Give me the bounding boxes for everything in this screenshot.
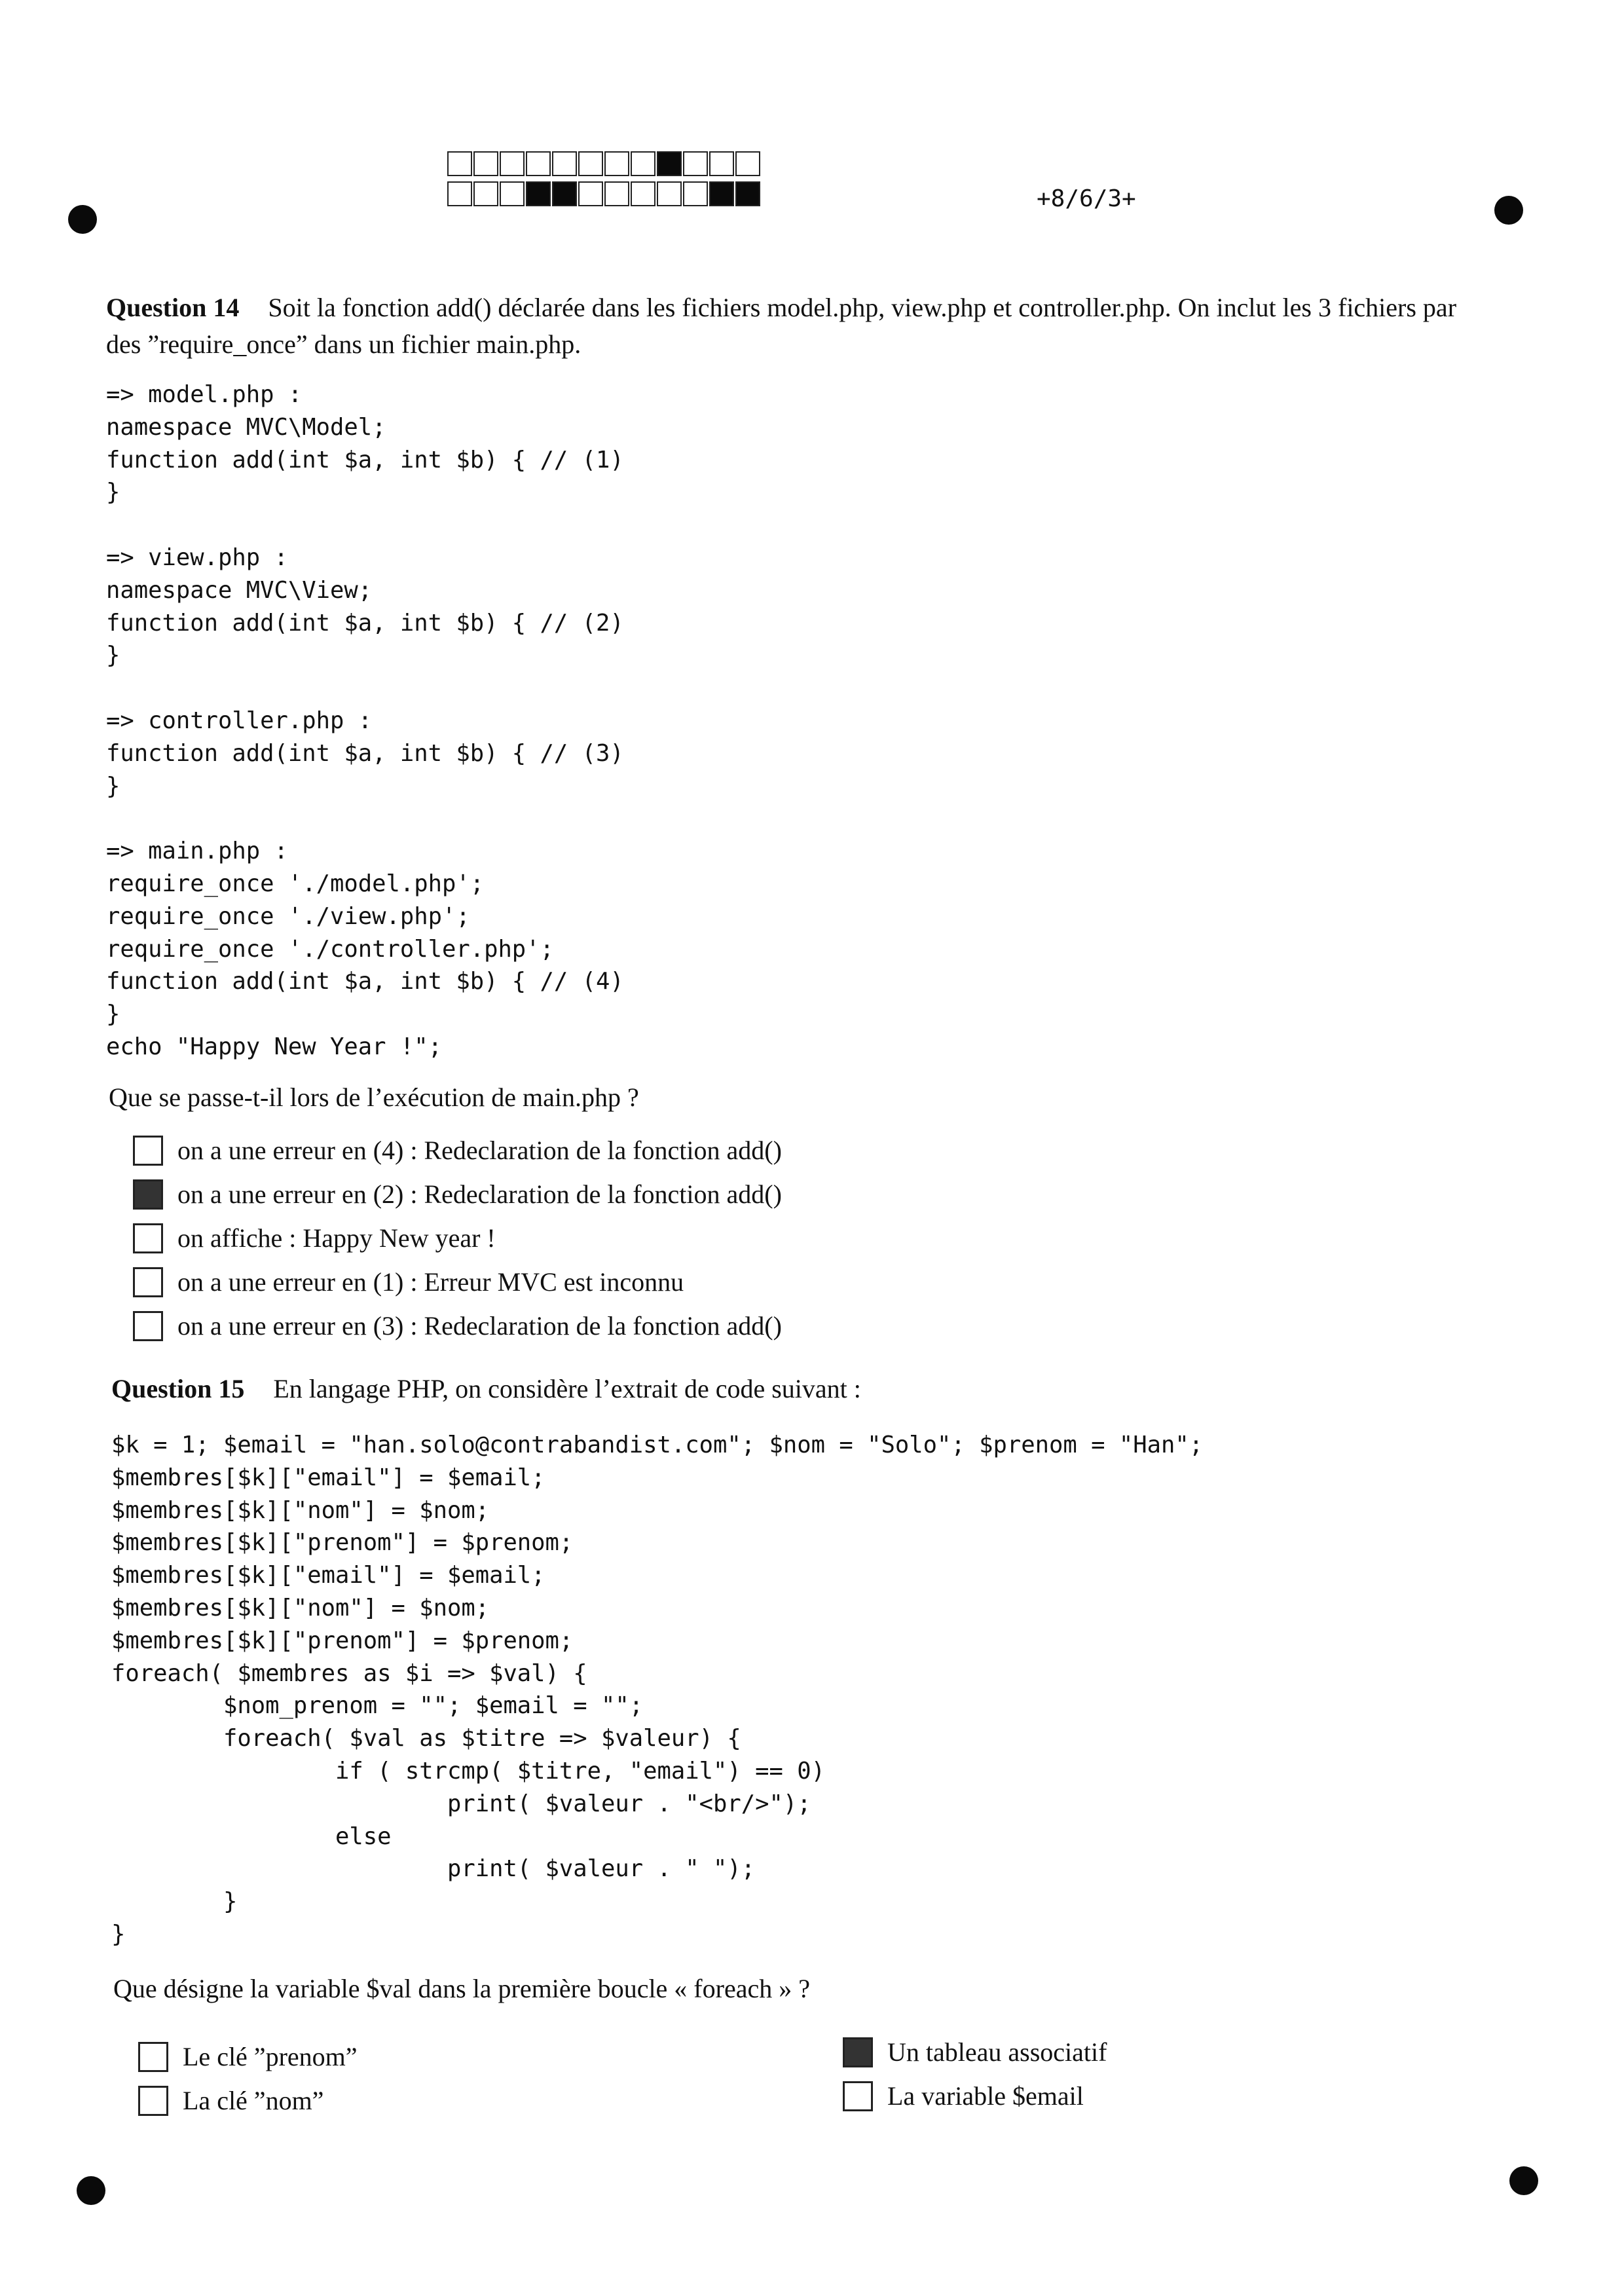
barcode-cell bbox=[683, 181, 708, 206]
question-15-text: En langage PHP, on considère l’extrait de code suivant : bbox=[273, 1374, 861, 1403]
page-id: +8/6/3+ bbox=[1037, 185, 1136, 212]
page-barcode bbox=[447, 151, 762, 212]
registration-mark-top-right bbox=[1494, 196, 1523, 225]
question-14-label: Question 14 bbox=[106, 293, 240, 322]
q14-answer-4-checkbox[interactable] bbox=[133, 1267, 163, 1297]
barcode-cell bbox=[683, 151, 708, 176]
question-14-prompt: Que se passe-t-il lors de l’exécution de main.php ? bbox=[109, 1083, 639, 1112]
q15-answer-3[interactable] bbox=[843, 2037, 1107, 2067]
question-15-code: $k = 1; $email = "han.solo@contrabandist.com"; $nom = "Solo"; $prenom = "Han"; $membres[$k]["email"] = $email; $membres[$k]["nom"] = $nom; $membres[$k]["prenom"] = $prenom; $membres[$k]["email"] = $email; $membres[$k]["nom"] = $nom; $membres[$k]["prenom"] = $prenom; foreach( $membres as $i => $val) { $nom_prenom = ""; $email = ""; foreach( $val as $titre => $valeur) { if ( strcmp( $titre, "email") == 0) print( $valeur . "<br/>"); else print( $valeur . " "); } } bbox=[111, 1432, 1204, 1948]
barcode-cell bbox=[500, 181, 525, 206]
barcode-cell bbox=[735, 181, 760, 206]
barcode-cell bbox=[552, 181, 577, 206]
barcode-cell bbox=[604, 181, 629, 206]
barcode-cell bbox=[526, 181, 551, 206]
barcode-cell bbox=[500, 151, 525, 176]
q15-answer-1-label: Le clé ”prenom” bbox=[183, 2042, 358, 2071]
question-14 bbox=[106, 289, 1494, 363]
q14-answer-3[interactable] bbox=[133, 1223, 496, 1253]
q15-answer-2[interactable] bbox=[138, 2085, 323, 2116]
registration-mark-bottom-left bbox=[77, 2176, 105, 2205]
question-14-code: => model.php : namespace MVC\Model; function add(int $a, int $b) { // (1) } => view.php : namespace MVC\View; function add(int $a, int $b) { // (2) } => controller.php : function add(int $a, int $b) { // (3) } => main.php : require_once './model.php'; require_once './view.php'; require_once './controller.php'; function add(int $a, int $b) { // (4) } echo "Happy New Year !"; bbox=[106, 381, 624, 1060]
q15-answer-3-label: Un tableau associatif bbox=[887, 2037, 1107, 2067]
q14-answer-1[interactable] bbox=[133, 1135, 782, 1166]
q14-answer-4[interactable] bbox=[133, 1267, 684, 1297]
barcode-cell bbox=[709, 181, 734, 206]
q14-answer-5-label: on a une erreur en (3) : Redeclaration de la fonction add() bbox=[177, 1311, 782, 1341]
q15-answer-3-checkbox[interactable] bbox=[843, 2037, 873, 2067]
barcode-cell bbox=[657, 151, 682, 176]
question-14-text: Soit la fonction add() déclarée dans les fichiers model.php, view.php et controller.php. On inclut les 3 fichiers par des ”require_once” dans un fichier main.php. bbox=[106, 293, 1457, 359]
barcode-cell bbox=[631, 181, 655, 206]
barcode-cell bbox=[578, 181, 603, 206]
barcode-row bbox=[447, 151, 762, 177]
registration-mark-bottom-right bbox=[1509, 2166, 1538, 2195]
q14-answer-5-checkbox[interactable] bbox=[133, 1311, 163, 1341]
q15-answer-1-checkbox[interactable] bbox=[138, 2042, 168, 2072]
q15-answer-4[interactable] bbox=[843, 2081, 1084, 2111]
q14-answer-2-label: on a une erreur en (2) : Redeclaration de la fonction add() bbox=[177, 1179, 782, 1209]
question-15-prompt: Que désigne la variable $val dans la première boucle « foreach » ? bbox=[113, 1974, 810, 2003]
q15-answer-4-checkbox[interactable] bbox=[843, 2081, 873, 2111]
q14-answer-3-label: on affiche : Happy New year ! bbox=[177, 1223, 496, 1253]
q14-answer-2[interactable] bbox=[133, 1179, 782, 1210]
barcode-cell bbox=[552, 151, 577, 176]
q14-answer-4-label: on a une erreur en (1) : Erreur MVC est inconnu bbox=[177, 1267, 684, 1297]
q14-answer-5[interactable] bbox=[133, 1310, 782, 1341]
barcode-cell bbox=[657, 181, 682, 206]
question-15 bbox=[111, 1371, 1500, 1407]
q14-answer-3-checkbox[interactable] bbox=[133, 1223, 163, 1253]
barcode-cell bbox=[526, 151, 551, 176]
q14-answer-2-checkbox[interactable] bbox=[133, 1179, 163, 1210]
registration-mark-top-left bbox=[68, 205, 97, 234]
barcode-cell bbox=[735, 151, 760, 176]
barcode-cell bbox=[447, 181, 472, 206]
barcode-cell bbox=[473, 151, 498, 176]
q15-answer-2-checkbox[interactable] bbox=[138, 2086, 168, 2116]
question-15-label: Question 15 bbox=[111, 1374, 245, 1403]
barcode-cell bbox=[631, 151, 655, 176]
barcode-cell bbox=[604, 151, 629, 176]
barcode-row bbox=[447, 181, 762, 208]
q14-answer-1-checkbox[interactable] bbox=[133, 1136, 163, 1166]
barcode-cell bbox=[447, 151, 472, 176]
q15-answer-4-label: La variable $email bbox=[887, 2081, 1084, 2111]
barcode-cell bbox=[473, 181, 498, 206]
q15-answer-1[interactable] bbox=[138, 2041, 358, 2072]
q14-answer-1-label: on a une erreur en (4) : Redeclaration de la fonction add() bbox=[177, 1136, 782, 1165]
q15-answer-2-label: La clé ”nom” bbox=[183, 2086, 324, 2115]
barcode-cell bbox=[578, 151, 603, 176]
barcode-cell bbox=[709, 151, 734, 176]
